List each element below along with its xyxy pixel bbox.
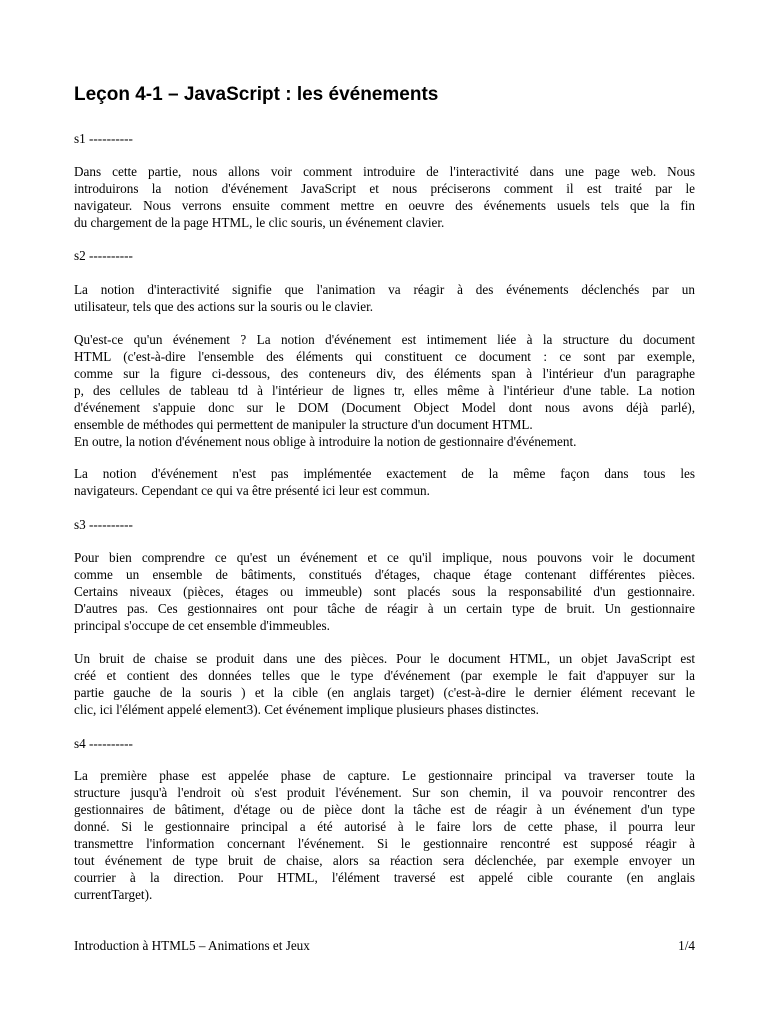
paragraph-line: Dans cette partie, nous allons voir comment introduire de l'interactivité dans une page web. Nous	[74, 164, 695, 179]
paragraph-line: donné. Si le gestionnaire principal a été autorisé à le faire lors de cette phase, il pourra leur	[74, 819, 695, 834]
paragraph-line: HTML (c'est-à-dire l'ensemble des éléments qui constituent ce document : ce sont par exemple,	[74, 349, 695, 364]
paragraph-line: ensemble de méthodes qui permettent de manipuler la structure d'un document HTML.	[74, 417, 533, 432]
paragraph-line: p, des cellules de tableau td à l'intérieur de lignes tr, elles même à l'intérieur d'une table. La notion	[74, 383, 695, 398]
paragraph-line: courrier à la direction. Pour HTML, l'élément traversé est appelé cible courante (en anglais	[74, 870, 695, 885]
paragraph-1	[74, 163, 695, 231]
paragraph-line: La notion d'événement n'est pas implémentée exactement de la même façon dans tous les	[74, 466, 695, 481]
paragraph-line: comme sur la figure ci-dessous, des conteneurs div, des éléments span à l'intérieur d'un paragraphe	[74, 366, 695, 381]
document-page	[74, 0, 695, 1024]
paragraph-line: Qu'est-ce qu'un événement ? La notion d'événement est intimement liée à la structure du document	[74, 332, 695, 347]
paragraph-6	[74, 650, 695, 718]
paragraph-line: navigateurs. Cependant ce qui va être présenté ici leur est commun.	[74, 483, 430, 498]
paragraph-line: currentTarget).	[74, 887, 153, 902]
page-title: Leçon 4-1 – JavaScript : les événements	[74, 84, 439, 105]
paragraph-line: utilisateur, tels que des actions sur la souris ou le clavier.	[74, 299, 374, 314]
page-footer	[74, 937, 695, 954]
paragraph-line: principal s'occupe de cet ensemble d'immeubles.	[74, 618, 330, 633]
paragraph-line: Un bruit de chaise se produit dans une des pièces. Pour le document HTML, un objet JavaScript est	[74, 651, 695, 666]
paragraph-line: La notion d'interactivité signifie que l'animation va réagir à des événements déclenchés par un	[74, 282, 695, 297]
section-marker-s1: s1 ----------	[74, 131, 133, 146]
paragraph-3	[74, 331, 695, 450]
paragraph-line: En outre, la notion d'événement nous oblige à introduire la notion de gestionnaire d'événement.	[74, 434, 577, 449]
paragraph-line: La première phase est appelée phase de capture. Le gestionnaire principal va traverser toute la	[74, 768, 695, 783]
paragraph-line: clic, ici l'élément appelé element3). Cet événement implique plusieurs phases distinctes.	[74, 702, 539, 717]
paragraph-line: D'autres pas. Ces gestionnaires ont pour tâche de réagir à un certain type de bruit. Un gestionnaire	[74, 601, 695, 616]
paragraph-line: transmettre l'information concernant l'événement. Si le gestionnaire rencontré est supposé réagir à	[74, 836, 695, 851]
footer-title: Introduction à HTML5 – Animations et Jeux	[74, 938, 310, 953]
paragraph-line: Pour bien comprendre ce qu'est un événement et ce qu'il implique, nous pouvons voir le document	[74, 550, 695, 565]
section-marker-s4: s4 ----------	[74, 736, 133, 751]
paragraph-4	[74, 465, 695, 499]
paragraph-line: navigateur. Nous verrons ensuite comment mettre en oeuvre des événements usuels tels que la fin	[74, 198, 695, 213]
paragraph-line: du chargement de la page HTML, le clic souris, un événement clavier.	[74, 215, 445, 230]
paragraph-line: d'événement s'appuie donc sur le DOM (Document Object Model dont nous avons déjà parlé),	[74, 400, 695, 415]
paragraph-line: tout événement de type bruit de chaise, alors sa réaction sera déclenchée, par exemple envoyer un	[74, 853, 695, 868]
paragraph-line: structure jusqu'à l'endroit où s'est produit l'événement. Sur son chemin, il va pouvoir rencontrer des	[74, 785, 695, 800]
paragraph-2	[74, 281, 695, 315]
page-number: 1/4	[678, 938, 695, 953]
paragraph-line: partie gauche de la souris ) et la cible (en anglais target) (c'est-à-dire le dernier élément recevant le	[74, 685, 695, 700]
paragraph-5	[74, 549, 695, 634]
paragraph-7	[74, 767, 695, 903]
paragraph-line: gestionnaires de bâtiment, d'étage ou de pièce dont la tâche est de réagir à un événement d'un type	[74, 802, 695, 817]
paragraph-line: introduirons la notion d'événement JavaScript et nous préciserons comment il est traité par le	[74, 181, 695, 196]
section-marker-s2: s2 ----------	[74, 248, 133, 263]
paragraph-line: Certains niveaux (pièces, étages ou immeuble) sont placés sous la responsabilité d'un gestionnaire.	[74, 584, 695, 599]
paragraph-line: comme un ensemble de bâtiments, constitués d'étages, chaque étage contenant différentes pièces.	[74, 567, 695, 582]
paragraph-line: créé et contient des données telles que le type d'événement (par exemple le fait d'appuyer sur la	[74, 668, 695, 683]
section-marker-s3: s3 ----------	[74, 517, 133, 532]
